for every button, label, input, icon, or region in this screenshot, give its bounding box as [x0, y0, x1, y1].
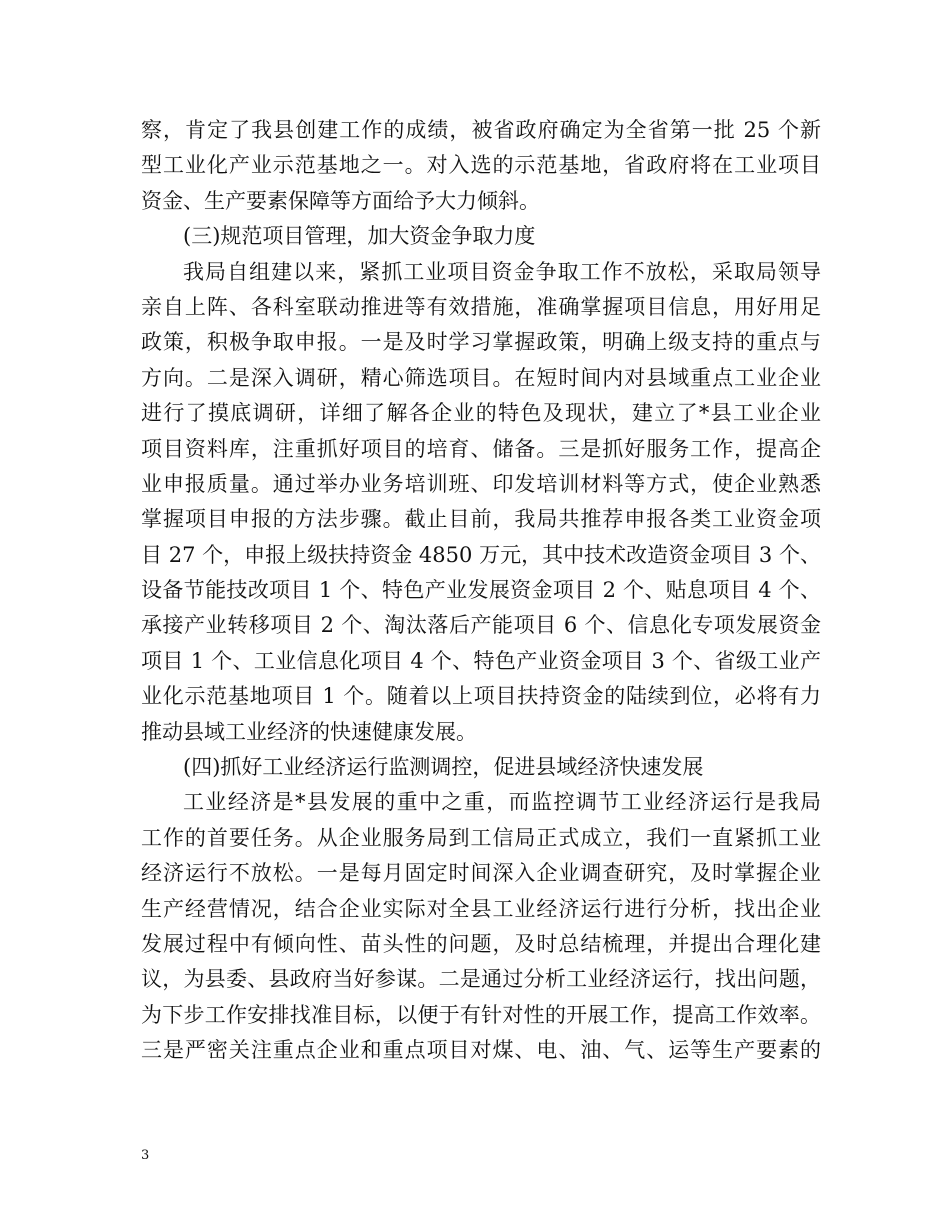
- text-line: (四)抓好工业经济运行监测调控，促进县域经济快速发展: [183, 755, 704, 780]
- text-line: 察，肯定了我县创建工作的成绩，被省政府确定为全省第一批 25 个新: [141, 118, 821, 142]
- text-line: 发展过程中有倾向性、苗头性的问题，及时总结梳理，并提出合理化建: [141, 931, 821, 956]
- text-line: 设备节能技改项目 1 个、特色产业发展资金项目 2 个、贴息项目 4 个、: [141, 578, 821, 603]
- text-line: 项目资料库，注重抓好项目的培育、储备。三是抓好服务工作，提高企: [141, 436, 821, 461]
- text-line: 政策，积极争取申报。一是及时学习掌握政策，明确上级支持的重点与: [141, 330, 821, 355]
- text-line: 承接产业转移项目 2 个、淘汰落后产能项目 6 个、信息化专项发展资金: [141, 613, 821, 638]
- text-line: 亲自上阵、各科室联动推进等有效措施，准确掌握项目信息，用好用足: [141, 294, 821, 319]
- text-line: 推动县域工业经济的快速健康发展。: [141, 719, 477, 744]
- text-line: 生产经营情况，结合企业实际对全县工业经济运行进行分析，找出企业: [141, 896, 821, 921]
- text-line: 工作的首要任务。从企业服务局到工信局正式成立，我们一直紧抓工业: [141, 825, 821, 850]
- text-line: (三)规范项目管理，加大资金争取力度: [183, 224, 536, 249]
- text-line: 业化示范基地项目 1 个。随着以上项目扶持资金的陆续到位，必将有力: [141, 684, 821, 709]
- text-line: 资金、生产要素保障等方面给予大力倾斜。: [141, 188, 540, 213]
- text-line: 掌握项目申报的方法步骤。截止目前，我局共推荐申报各类工业资金项: [141, 507, 821, 532]
- text-line: 进行了摸底调研，详细了解各企业的特色及现状，建立了*县工业企业: [141, 401, 821, 426]
- text-line: 我局自组建以来，紧抓工业项目资金争取工作不放松，采取局领导: [183, 259, 821, 284]
- text-line: 项目 1 个、工业信息化项目 4 个、特色产业资金项目 3 个、省级工业产: [141, 648, 821, 673]
- text-line: 议，为县委、县政府当好参谋。二是通过分析工业经济运行，找出问题，: [141, 967, 821, 992]
- text-line: 型工业化产业示范基地之一。对入选的示范基地，省政府将在工业项目: [141, 153, 821, 178]
- text-line: 工业经济是*县发展的重中之重，而监控调节工业经济运行是我局: [183, 790, 821, 815]
- text-line: 为下步工作安排找准目标，以便于有针对性的开展工作，提高工作效率。: [141, 1002, 821, 1027]
- body-text: [141, 113, 821, 1069]
- text-line: 业申报质量。通过举办业务培训班、印发培训材料等方式，使企业熟悉: [141, 471, 821, 496]
- text-line: 三是严密关注重点企业和重点项目对煤、电、油、气、运等生产要素的: [141, 1038, 821, 1063]
- text-line: 方向。二是深入调研，精心筛选项目。在短时间内对县域重点工业企业: [141, 365, 821, 390]
- page-number: 3: [141, 1148, 150, 1163]
- text-line: 经济运行不放松。一是每月固定时间深入企业调查研究，及时掌握企业: [141, 861, 821, 886]
- text-line: 目 27 个，申报上级扶持资金 4850 万元，其中技术改造资金项目 3 个、: [141, 542, 821, 567]
